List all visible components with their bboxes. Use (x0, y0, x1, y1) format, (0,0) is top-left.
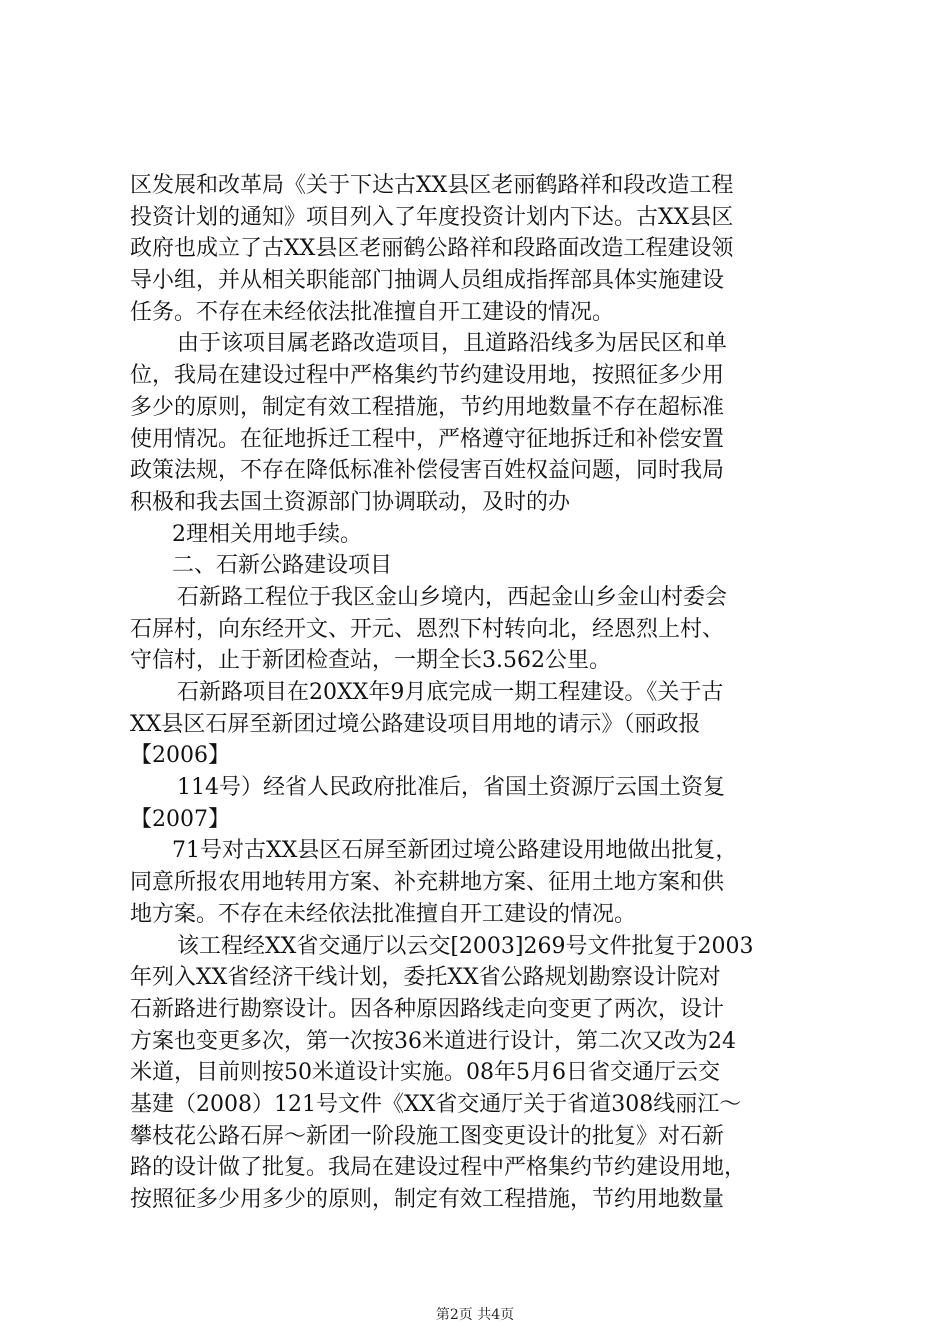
text-line: 积极和我去国土资源部门协调联动，及时的办 (130, 489, 571, 515)
text-line: 守信村，止于新团检查站，一期全长3.562公里。 (130, 648, 611, 674)
text-line: 石新路项目在20XX年9月底完成一期工程建设。《关于古 (177, 680, 724, 705)
text-line: 该工程经XX省交通厅以云交[2003]269号文件批复于2003 (177, 933, 754, 959)
text-line: 多少的原则，制定有效工程措施，节约用地数量不存在超标准 (130, 394, 725, 420)
text-line: 【2006】 (130, 743, 230, 769)
text-line: 年列入XX省经济干线计划，委托XX省公路规划勘察设计院对 (130, 965, 721, 991)
text-line: 由于该项目属老路改造项目，且道路沿线多为居民区和单 (177, 331, 728, 357)
text-line: 石屏村，向东经开文、开元、恩烈下村转向北，经恩烈上村、 (130, 616, 725, 642)
page-number-footer: 第2页 共4页 (435, 1307, 515, 1323)
text-line: 导小组，并从相关职能部门抽调人员组成指挥部具体实施建设 (130, 268, 725, 294)
text-line: 【2007】 (130, 806, 230, 832)
text-line: 路的设计做了批复。我局在建设过程中严格集约节约建设用地， (130, 1155, 747, 1181)
text-line: 政策法规，不存在降低标准补偿侵害百姓权益问题，同时我局 (130, 458, 725, 484)
text-line: 区发展和改革局《关于下达古XX县区老丽鹤路祥和段改造工程 (130, 173, 734, 198)
text-line: 2理相关用地手续。 (172, 521, 362, 547)
document-body (130, 170, 840, 1216)
text-line: 使用情况。在征地拆迁工程中，严格遵守征地拆迁和补偿安置 (130, 426, 725, 452)
text-line: 同意所报农用地转用方案、补充耕地方案、征用土地方案和供 (130, 870, 725, 896)
text-line: 114号）经省人民政府批准后，省国土资源厅云国土资复 (177, 775, 725, 801)
text-line: 地方案。不存在未经依法批准擅自开工建设的情况。 (130, 901, 637, 927)
text-line: 按照征多少用多少的原则，制定有效工程措施，节约用地数量 (130, 1187, 725, 1212)
text-line: 71号对古XX县区石屏至新团过境公路建设用地做出批复， (172, 838, 738, 864)
text-line: 政府也成立了古XX县区老丽鹤公路祥和段路面改造工程建设领 (130, 236, 734, 262)
text-line: 任务。不存在未经依法批准擅自开工建设的情况。 (130, 299, 615, 325)
text-line: 攀枝花公路石屏～新团一阶段施工图变更设计的批复》对石新 (130, 1123, 725, 1149)
text-line: 石新路进行勘察设计。因各种原因路线走向变更了两次，设计 (130, 996, 725, 1022)
text-line: 石新路工程位于我区金山乡境内，西起金山乡金山村委会 (177, 584, 728, 610)
section-heading: 二、石新公路建设项目 (172, 553, 393, 579)
text-line: 投资计划的通知》项目列入了年度投资计划内下达。古XX县区 (130, 204, 734, 230)
text-line: 方案也变更多次，第一次按36米道进行设计，第二次又改为24 (130, 1028, 736, 1054)
text-line: 位，我局在建设过程中严格集约节约建设用地，按照征多少用 (130, 363, 725, 389)
text-line: 米道，目前则按50米道设计实施。08年5月6日省交通厅云交 (130, 1060, 720, 1086)
text-line: 基建（2008）121号文件《XX省交通厅关于省道308线丽江～ (130, 1091, 742, 1117)
text-line: XX县区石屏至新团过境公路建设项目用地的请示》（丽政报 (130, 711, 701, 737)
